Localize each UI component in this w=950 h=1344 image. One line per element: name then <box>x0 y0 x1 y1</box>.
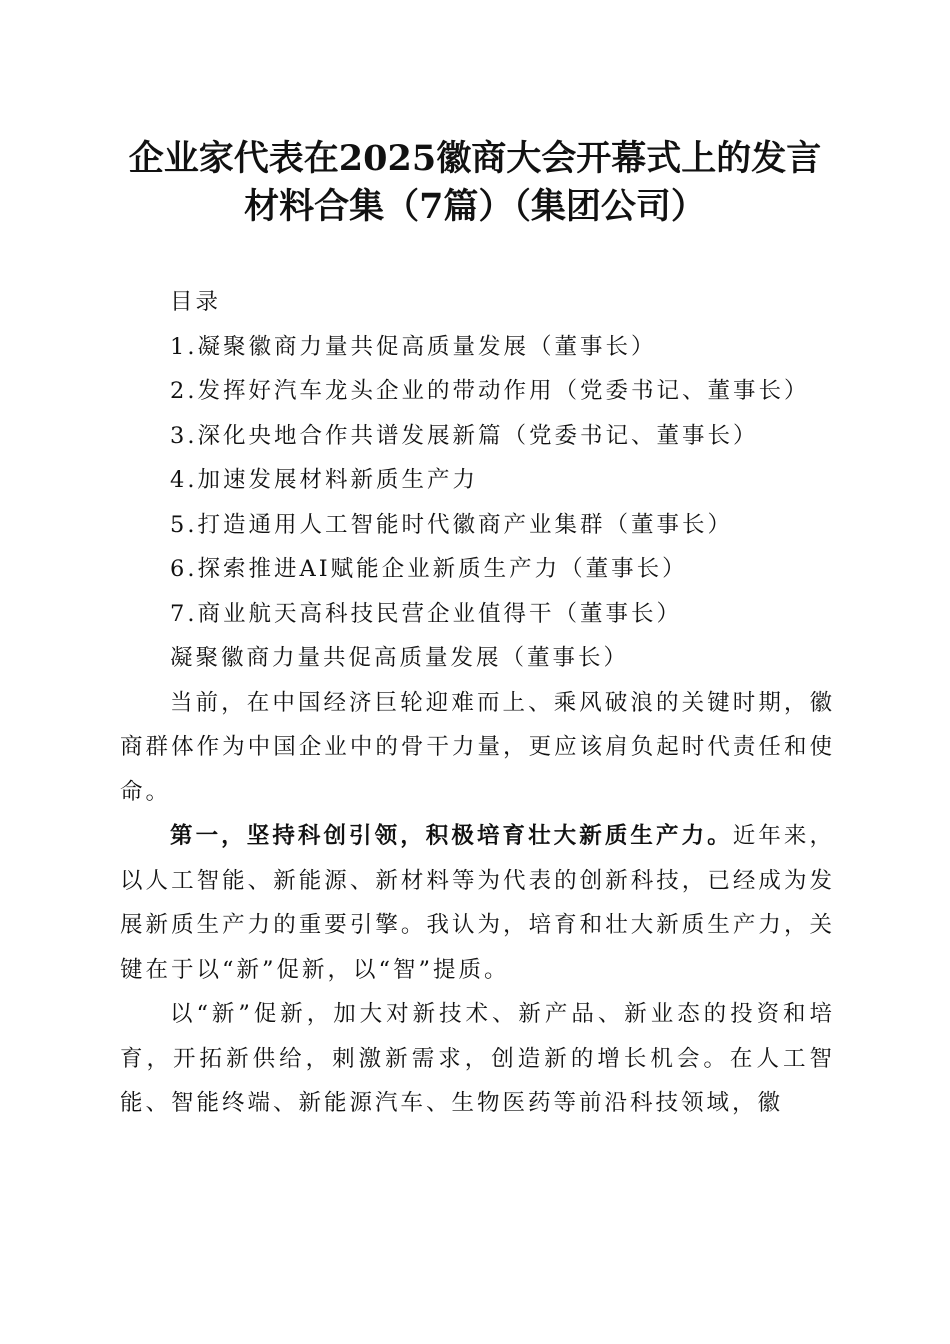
document-body <box>120 280 835 1126</box>
title-line-1: 企业家代表在2025徽商大会开幕式上的发言 <box>128 138 822 179</box>
toc-item-7: 7.商业航天高科技民营企业值得干（董事长） <box>170 600 682 627</box>
toc-item-2: 2.发挥好汽车龙头企业的带动作用（党委书记、董事长） <box>170 378 810 404</box>
toc-item-3: 3.深化央地合作共谱发展新篇（党委书记、董事长） <box>170 422 759 449</box>
toc-item-6: 6.探索推进AI赋能企业新质生产力（董事长） <box>170 556 688 582</box>
paragraph-1: 当前，在中国经济巨轮迎难而上、乘风破浪的关键时期，徽商群体作为中国企业中的骨干力量，更应该肩负起时代责任和使命。 <box>120 689 835 805</box>
paragraph-2 <box>120 814 835 992</box>
paragraph-3: 以“新”促新，加大对新技术、新产品、新业态的投资和培育，开拓新供给，刺激新需求，创造新的增长机会。在人工智能、智能终端、新能源汽车、生物医药等前沿科技领域，徽 <box>120 1001 835 1116</box>
paragraph-2-lead: 第一，坚持科创引领，积极培育壮大新质生产力。 <box>170 823 733 849</box>
toc-item-1: 1.凝聚徽商力量共促高质量发展（董事长） <box>170 333 657 360</box>
toc-item-5: 5.打造通用人工智能时代徽商产业集群（董事长） <box>170 511 733 538</box>
toc-heading: 目录 <box>170 289 222 315</box>
section-heading: 凝聚徽商力量共促高质量发展（董事长） <box>170 645 630 671</box>
document-title <box>80 135 870 231</box>
paragraph-2-body: 近年来，以人工智能、新能源、新材料等为代表的创新科技，已经成为发展新质生产力的重要引擎。我认为，培育和壮大新质生产力，关键在于以“新”促新，以“智”提质。 <box>120 823 835 983</box>
title-line-2: 材料合集（7篇）（集团公司） <box>244 186 706 227</box>
toc-item-4: 4.加速发展材料新质生产力 <box>170 467 478 493</box>
